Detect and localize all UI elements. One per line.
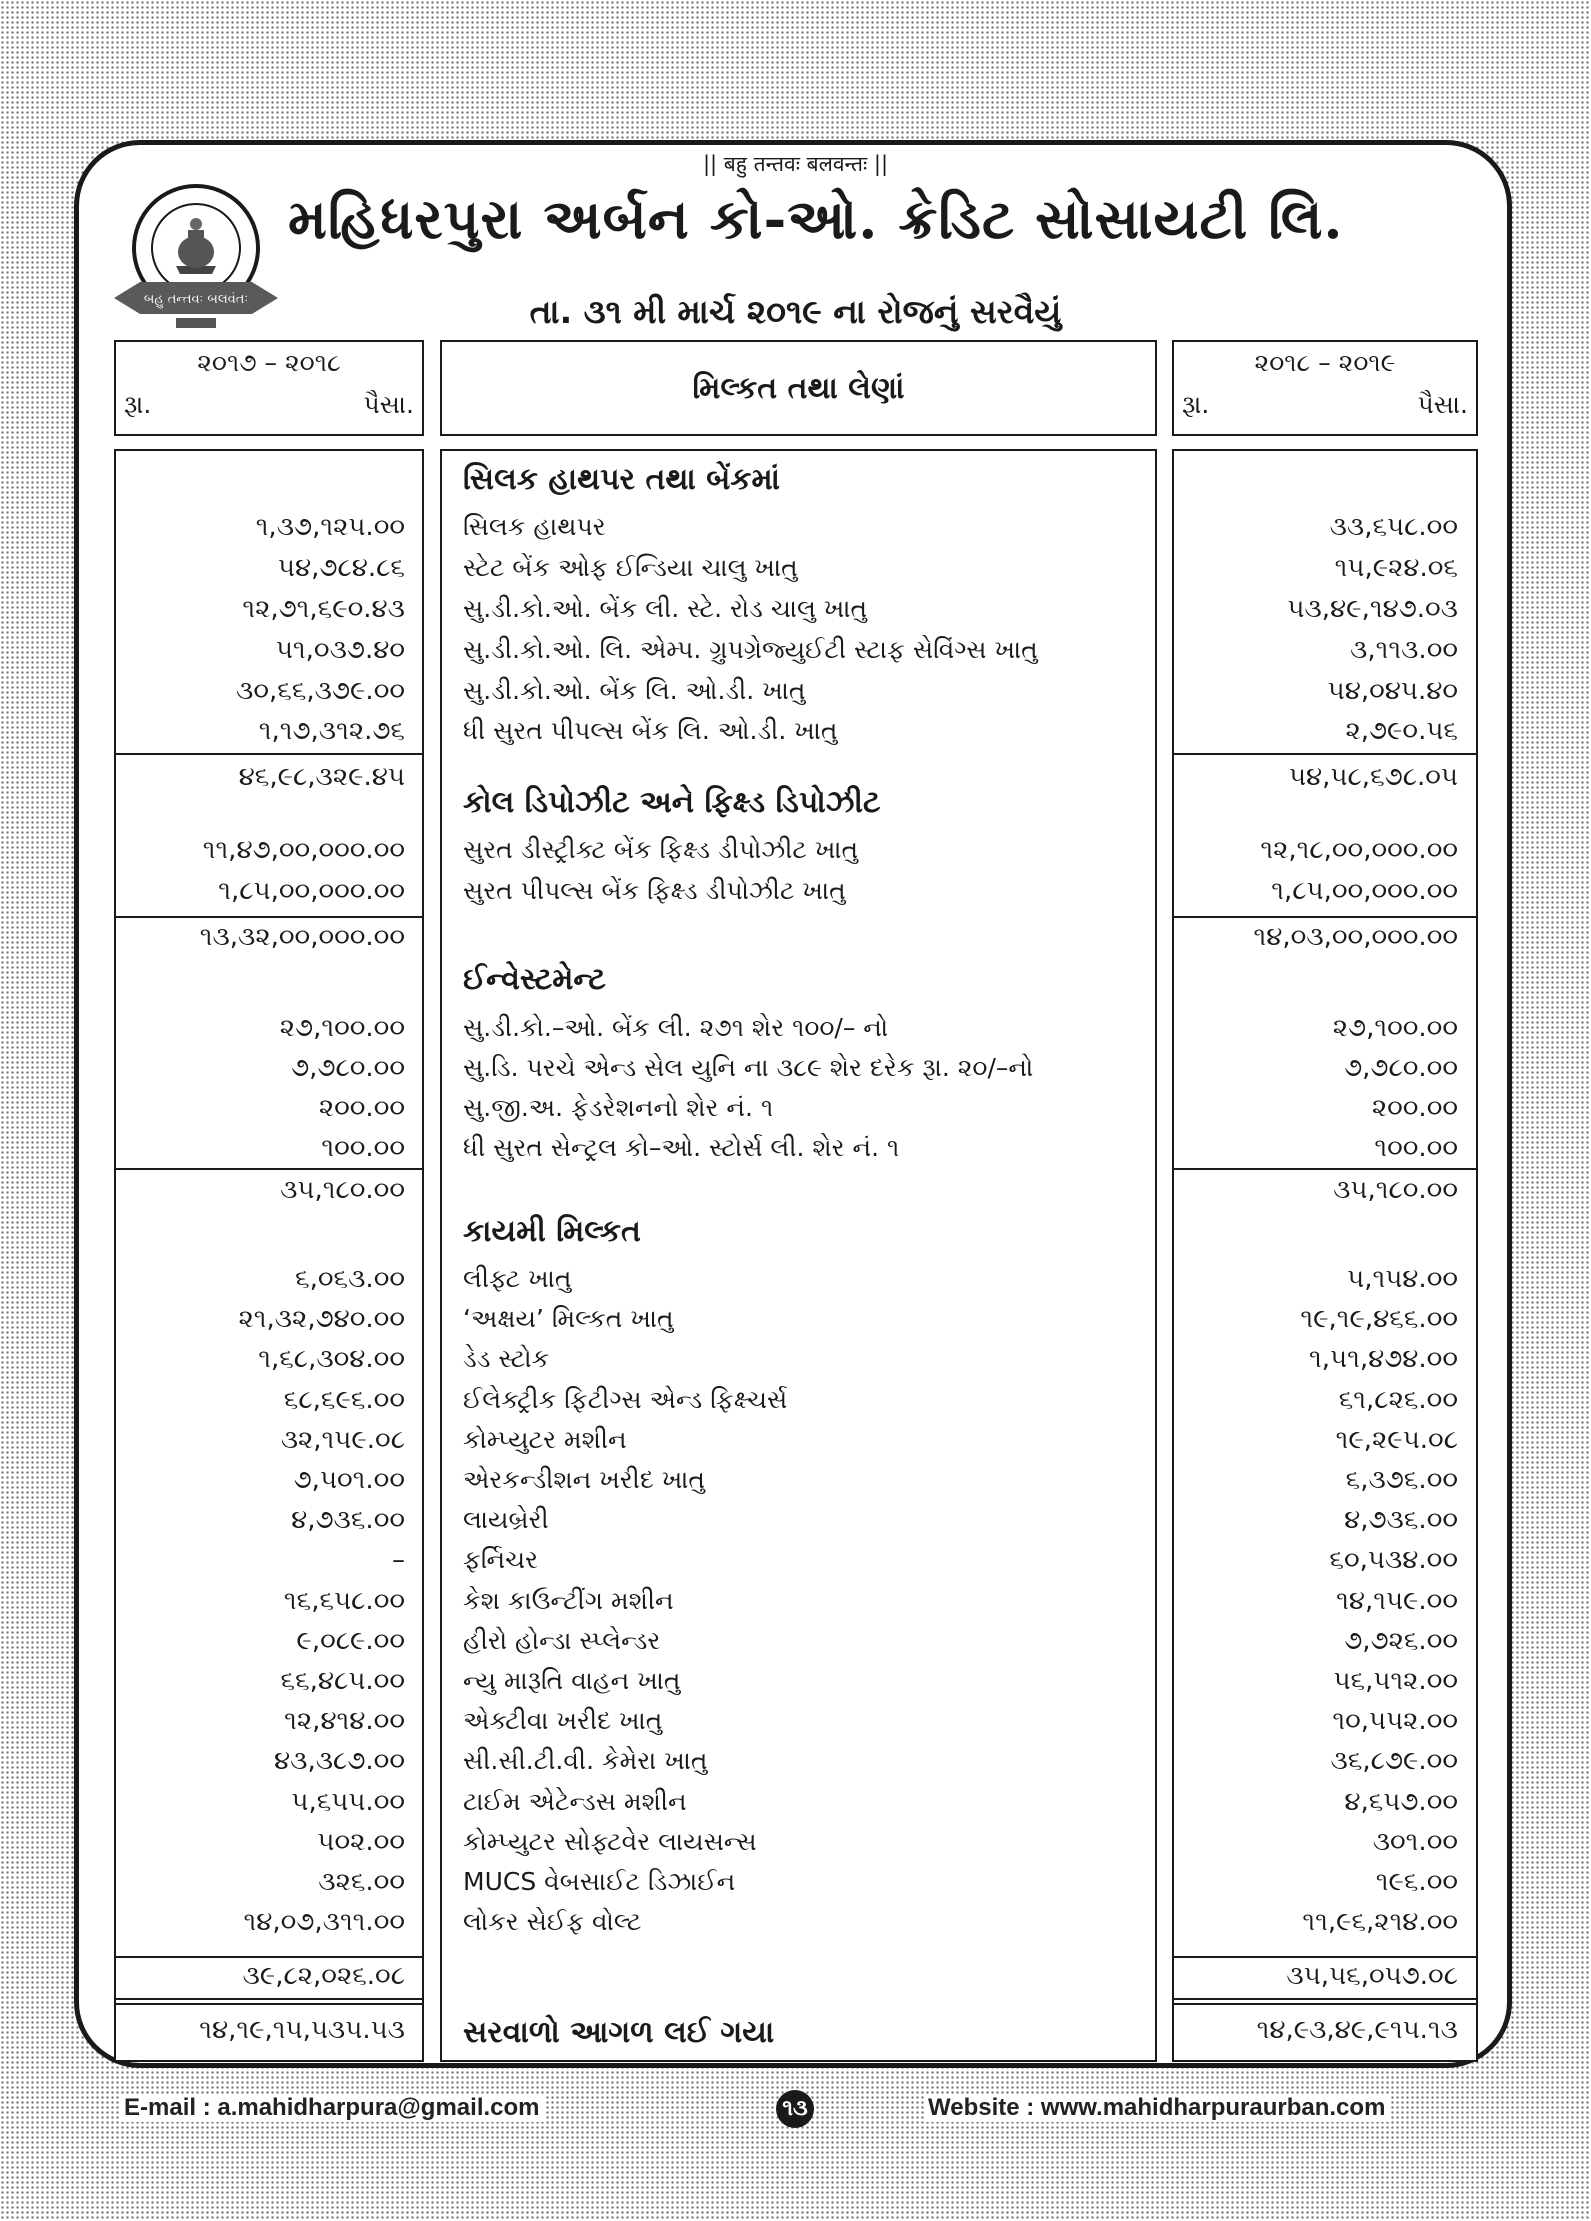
prev-amount: ૪૩,૩૮૭.૦૦ — [274, 1746, 405, 1776]
line-item-label: ન્યુ મારૂતિ વાહન ખાતુ — [463, 1666, 681, 1695]
curr-amount: ૫૩,૪૯,૧૪૭.૦૩ — [1287, 594, 1458, 624]
prev-grand-total: ૧૪,૧૯,૧૫,૫૩૫.૫૩ — [199, 2015, 405, 2045]
curr-amount: ૧,૮૫,૦૦,૦૦૦.૦૦ — [1271, 876, 1458, 906]
line-item-label: MUCS વેબસાઈટ ડિઝાઈન — [463, 1867, 736, 1896]
line-item-label: લીફ્ટ ખાતુ — [463, 1264, 572, 1293]
prev-amount: ૧૧,૪૭,૦૦,૦૦૦.૦૦ — [202, 835, 405, 865]
line-item-label: સુ.ડી.કો.ઓ. બેંક લિ. ઓ.ડી. ખાતુ — [463, 676, 806, 705]
line-item-label: ટાઈમ એટેન્ડસ મશીન — [463, 1787, 687, 1816]
prev-amount: ૫૦૨.૦૦ — [317, 1827, 405, 1857]
curr-amount: ૬,૩૭૬.૦૦ — [1345, 1465, 1458, 1495]
subtotal-line — [1172, 916, 1478, 918]
curr-amount: ૩૦૧.૦૦ — [1372, 1827, 1458, 1857]
subtotal-line — [1172, 753, 1478, 755]
curr-amount: ૧૫,૯૨૪.૦૬ — [1334, 553, 1458, 583]
line-item-label: ‘અક્ષય’ મિલ્કત ખાતુ — [463, 1304, 674, 1333]
prev-amount: ૩૨,૧૫૯.૦૮ — [280, 1425, 405, 1455]
curr-year-header — [1172, 340, 1478, 436]
prev-subtotal: ૪૬,૯૮,૩૨૯.૪૫ — [238, 762, 405, 792]
prev-amount: ૫૪,૭૮૪.૮૬ — [277, 553, 405, 583]
curr-amount: ૧૦,૫૫૨.૦૦ — [1332, 1706, 1458, 1736]
subtotal-line — [1172, 1168, 1478, 1170]
page-number: ૧૩ — [776, 2090, 814, 2128]
line-item-label: કોમ્પ્યુટર મશીન — [463, 1425, 627, 1454]
curr-year-label: ૨૦૧૮ – ૨૦૧૯ — [1254, 348, 1396, 377]
prev-amount: ૬,૦૬૩.૦૦ — [295, 1264, 405, 1294]
curr-amount: ૩૩,૬૫૮.૦૦ — [1329, 512, 1458, 542]
subtotal-line — [1172, 1998, 1478, 2000]
curr-rs-label: રૂા. — [1182, 390, 1210, 419]
curr-amount: ૪,૭૩૬.૦૦ — [1344, 1505, 1458, 1535]
section-title: કોલ ડિપોઝીટ અને ફિક્ષ્ડ ડિપોઝીટ — [463, 785, 881, 820]
curr-subtotal: ૩૫,૧૮૦.૦૦ — [1333, 1175, 1458, 1205]
prev-amount: ૨૭,૧૦૦.૦૦ — [279, 1013, 405, 1043]
prev-amount: ૩૦,૬૬,૩૭૯.૦૦ — [236, 676, 405, 706]
line-item-label: સુરત પીપલ્સ બેંક ફિક્ષ્ડ ડીપોઝીટ ખાતુ — [463, 876, 846, 905]
curr-subtotal: ૧૪,૦૩,૦૦,૦૦૦.૦૦ — [1253, 922, 1458, 952]
line-item-label: ફર્નિચર — [463, 1545, 539, 1574]
prev-amount: ૪,૭૩૬.૦૦ — [291, 1505, 405, 1535]
prev-paisa-label: પૈસા. — [363, 390, 414, 419]
line-item-label: સુ.ડી.કો.ઓ. બેંક લી. સ્ટે. રોડ ચાલુ ખાતુ — [463, 594, 868, 623]
line-item-label: લાયબ્રેરી — [463, 1505, 549, 1534]
curr-amount: ૫,૧૫૪.૦૦ — [1347, 1264, 1458, 1294]
line-item-label: સુ.ડી.કો.ઓ. લિ. એમ્પ. ગ્રુપગ્રેજ્યુઈટી સ્ટાફ સેવિંગ્સ ખાતુ — [463, 635, 1038, 664]
subtotal-line — [114, 1998, 424, 2000]
section-title: સિલક હાથપર તથા બેંકમાં — [463, 462, 780, 497]
prev-rs-label: રૂા. — [124, 390, 152, 419]
prev-year-label: ૨૦૧૭ – ૨૦૧૮ — [197, 348, 341, 377]
curr-amount: ૪,૬૫૭.૦૦ — [1344, 1787, 1458, 1817]
logo-banner-text: બહુ તન્તવઃ બલવંતઃ — [143, 292, 249, 307]
line-item-label: સ્ટેટ બેંક ઓફ ઈન્ડિયા ચાલુ ખાતુ — [463, 553, 798, 582]
prev-subtotal: ૩૫,૧૮૦.૦૦ — [280, 1175, 405, 1205]
prev-year-header — [114, 340, 424, 436]
line-item-label: લોકર સેઈફ વોલ્ટ — [463, 1907, 642, 1936]
prev-subtotal: ૩૯,૮૨,૦૨૬.૦૮ — [242, 1961, 405, 1991]
curr-amount: ૩,૧૧૩.૦૦ — [1350, 635, 1458, 665]
curr-amount: ૬૧,૮૨૬.૦૦ — [1338, 1385, 1458, 1415]
subtotal-line — [114, 753, 424, 755]
prev-amount: ૧૦૦.૦૦ — [321, 1133, 405, 1163]
prev-amount: ૭,૭૮૦.૦૦ — [291, 1053, 405, 1083]
curr-amount: ૭,૭૮૦.૦૦ — [1344, 1053, 1458, 1083]
line-item-label: હીરો હોન્ડા સ્પ્લેન્ડર — [463, 1626, 661, 1655]
line-item-label: સી.સી.ટી.વી. કેમેરા ખાતુ — [463, 1746, 708, 1775]
footer-website[interactable]: Website : www.mahidharpuraurban.com — [924, 2094, 1389, 2122]
line-item-label: સુ.ડી.કો.–ઓ. બેંક લી. ૨૭૧ શેર ૧૦૦/– નો — [463, 1013, 889, 1042]
subtotal-line — [114, 1956, 424, 1958]
section-title: ઈન્વેસ્ટમેન્ટ — [463, 962, 606, 997]
subtotal-line — [1172, 2003, 1478, 2005]
prev-amount: ૧,૩૭,૧૨૫.૦૦ — [255, 512, 405, 542]
subtotal-line — [114, 916, 424, 918]
prev-amount: ૨૦૦.૦૦ — [318, 1093, 405, 1123]
footer-email[interactable]: E-mail : a.mahidharpura@gmail.com — [120, 2094, 544, 2122]
curr-subtotal: ૫૪,૫૮,૬૭૮.૦૫ — [1288, 762, 1458, 792]
prev-amount: ૧,૮૫,૦૦,૦૦૦.૦૦ — [218, 876, 405, 906]
line-item-label: સિલક હાથપર — [463, 512, 606, 541]
line-item-label: સુરત ડીસ્ટ્રીક્ટ બેંક ફિક્ષ્ડ ડીપોઝીટ ખાતુ — [463, 835, 859, 864]
society-name: મહિધરપુરા અર્બન કો-ઓ. ક્રેડિટ સોસાયટી લિ. — [288, 186, 1344, 251]
document-title: તા. ૩૧ મી માર્ચ ૨૦૧૯ ના રોજનું સરવૈયું — [529, 292, 1062, 331]
curr-amount: ૭,૭૨૬.૦૦ — [1344, 1626, 1458, 1656]
curr-amount: ૩૬,૮૭૯.૦૦ — [1330, 1746, 1458, 1776]
curr-grand-total: ૧૪,૯૩,૪૯,૯૧૫.૧૩ — [1256, 2015, 1458, 2045]
prev-amount: ૫૧,૦૩૭.૪૦ — [275, 635, 405, 665]
prev-amount: ૯,૦૮૯.૦૦ — [296, 1626, 405, 1656]
curr-subtotal: ૩૫,૫૬,૦૫૭.૦૮ — [1286, 1961, 1458, 1991]
line-item-label: ઈલેક્ટ્રીક ફિટીગ્સ એન્ડ ફિક્ષ્ચર્સ — [463, 1385, 788, 1414]
line-item-label: એક્ટીવા ખરીદ ખાતુ — [463, 1706, 663, 1735]
prev-amount: ૧,૧૭,૩૧૨.૭૬ — [258, 716, 405, 746]
motto: || बहु तन्तवः बलवन्तः || — [702, 152, 889, 176]
curr-amount: ૧૧,૯૬,૨૧૪.૦૦ — [1302, 1907, 1458, 1937]
prev-amount: ૧૨,૪૧૪.૦૦ — [284, 1706, 405, 1736]
curr-amount: ૨૭,૧૦૦.૦૦ — [1332, 1013, 1458, 1043]
line-item-label: કોમ્પ્યુટર સોફ્ટવેર લાયસન્સ — [463, 1827, 757, 1856]
particulars-header — [440, 340, 1157, 436]
prev-amount: ૫,૬૫૫.૦૦ — [291, 1787, 405, 1817]
curr-amount: ૬૦,૫૩૪.૦૦ — [1329, 1545, 1458, 1575]
curr-amount: ૫૬,૫૧૨.૦૦ — [1333, 1666, 1458, 1696]
curr-paisa-label: પૈસા. — [1417, 390, 1468, 419]
curr-amount: ૧૪,૧૫૯.૦૦ — [1336, 1586, 1458, 1616]
curr-amount: ૨,૭૯૦.૫૬ — [1345, 716, 1458, 746]
curr-amount: ૨૦૦.૦૦ — [1371, 1093, 1458, 1123]
line-item-label: ડેડ સ્ટોક — [463, 1344, 550, 1373]
curr-amount: ૧૯,૨૯૫.૦૮ — [1335, 1425, 1458, 1455]
prev-subtotal: ૧૩,૩૨,૦૦,૦૦૦.૦૦ — [199, 922, 405, 952]
subtotal-line — [1172, 1956, 1478, 1958]
particulars-title: મિલ્કત તથા લેણાં — [692, 370, 905, 406]
curr-amount: ૧૯૬.૦૦ — [1375, 1867, 1458, 1897]
curr-amount: ૧૨,૧૮,૦૦,૦૦૦.૦૦ — [1260, 835, 1458, 865]
prev-amount: ૧૨,૭૧,૬૯૦.૪૩ — [242, 594, 405, 624]
prev-amount: ૧૬,૬૫૮.૦૦ — [283, 1586, 405, 1616]
curr-amount: ૧૦૦.૦૦ — [1374, 1133, 1458, 1163]
carried-forward-label: સરવાળો આગળ લઈ ગયા — [463, 2015, 775, 2050]
line-item-label: સુ.જી.અ. ફેડરેશનનો શેર નં. ૧ — [463, 1093, 774, 1122]
subtotal-line — [114, 2003, 424, 2005]
section-title: કાયમી મિલ્કત — [463, 1214, 641, 1249]
line-item-label: ધી સુરત પીપલ્સ બેંક લિ. ઓ.ડી. ખાતુ — [463, 716, 838, 745]
prev-amount: ૭,૫૦૧.૦૦ — [293, 1465, 405, 1495]
prev-amount: ૩૨૬.૦૦ — [318, 1867, 405, 1897]
subtotal-line — [114, 1168, 424, 1170]
curr-amount: ૧,૫૧,૪૭૪.૦૦ — [1309, 1344, 1458, 1374]
line-item-label: કેશ કાઉન્ટીંગ મશીન — [463, 1586, 674, 1615]
curr-amount: ૧૯,૧૯,૪૬૬.૦૦ — [1300, 1304, 1458, 1334]
prev-amount: ૧૪,૦૭,૩૧૧.૦૦ — [243, 1907, 405, 1937]
line-item-label: ધી સુરત સેન્ટ્રલ કો–ઓ. સ્ટોર્સ લી. શેર નં. ૧ — [463, 1133, 900, 1162]
prev-amount: ૬૬,૪૮૫.૦૦ — [280, 1666, 405, 1696]
prev-amount: – — [392, 1545, 405, 1575]
prev-amount: ૨૧,૩૨,૭૪૦.૦૦ — [238, 1304, 405, 1334]
line-item-label: એરકન્ડીશન ખરીદ ખાતુ — [463, 1465, 705, 1494]
line-item-label: સુ.ડિ. પરચે એન્ડ સેલ યુનિ ના ૩૮૯ શેર દરેક રૂા. ૨૦/–નો — [463, 1053, 1034, 1082]
prev-amount: ૬૮,૬૯૬.૦૦ — [283, 1385, 405, 1415]
curr-amount: ૫૪,૦૪૫.૪૦ — [1327, 676, 1458, 706]
prev-amount: ૧,૬૮,૩૦૪.૦૦ — [258, 1344, 405, 1374]
